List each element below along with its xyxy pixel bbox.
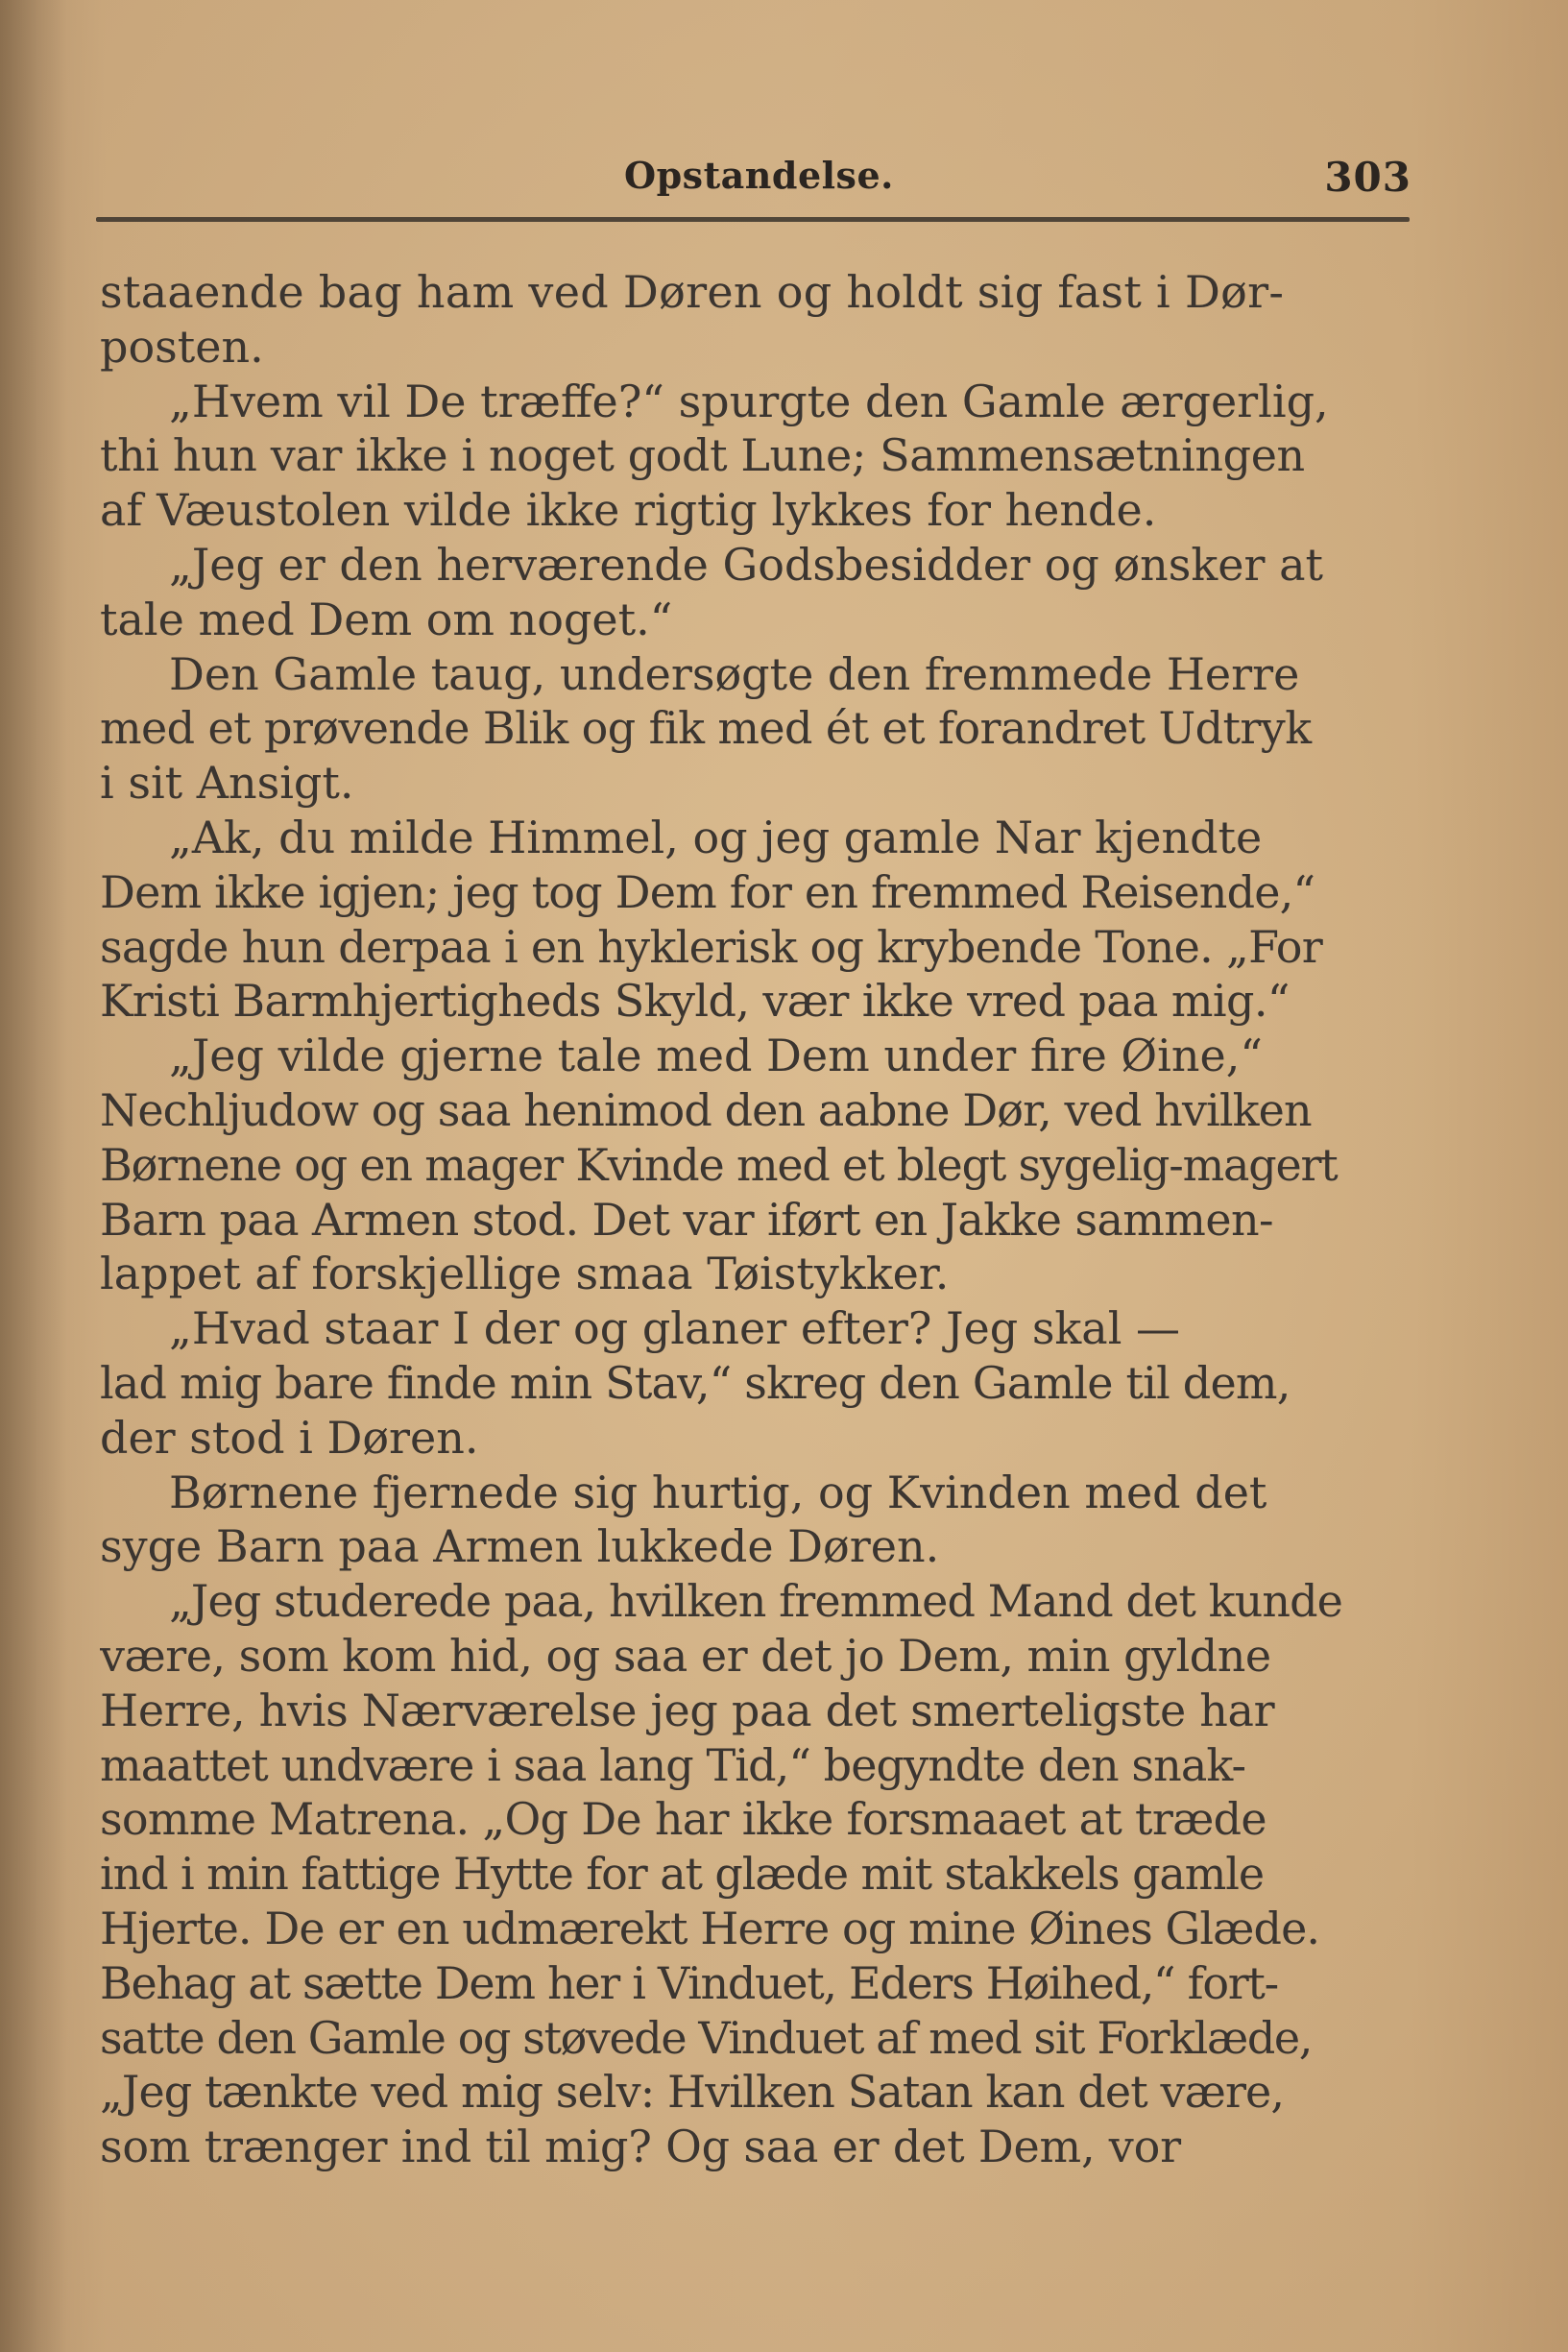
text-line: thi hun var ikke i noget godt Lune; Sammensætningen [100,429,1305,482]
text-line: som trænger ind til mig? Og saa er det Dem, vor [100,2121,1181,2173]
text-line: „Jeg vilde gjerne tale med Dem under fire Øine,“ [169,1030,1263,1082]
text-line: af Væustolen vilde ikke rigtig lykkes for hende. [100,484,1157,537]
body-text [100,265,1411,2174]
text-line: Kristi Barmhjertigheds Skyld, vær ikke vred paa mig.“ [100,975,1290,1028]
text-line: „Hvad staar I der og glaner efter? Jeg skal — [169,1302,1181,1355]
text-line: i sit Ansigt. [100,757,354,810]
text-line: posten. [100,320,264,373]
text-line: satte den Gamle og støvede Vinduet af med sit Forklæde, [100,2011,1312,2064]
text-line: Børnene fjernede sig hurtig, og Kvinden med det [169,1466,1267,1518]
text-line: „Jeg er den herværende Godsbesidder og ønsker at [169,538,1324,591]
page-number: 303 [1324,154,1411,201]
text-line: staaende bag ham ved Døren og holdt sig fast i Dør- [100,266,1285,318]
text-line: lad mig bare finde min Stav,“ skreg den Gamle til dem, [100,1356,1291,1409]
text-line: ind i min fattige Hytte for at glæde mit stakkels gamle [100,1848,1265,1901]
text-line: sagde hun derpaa i en hyklerisk og krybende Tone. „For [100,920,1323,973]
text-line: Barn paa Armen stod. Det var iført en Jakke sammen- [100,1193,1273,1246]
text-line: lappet af forskjellige smaa Tøistykker. [100,1248,950,1300]
text-line: „Jeg studerede paa, hvilken fremmed Mand det kunde [169,1575,1342,1628]
text-line: med et prøvende Blik og fik med ét et forandret Udtryk [100,702,1312,755]
text-line: Behag at sætte Dem her i Vinduet, Eders Høihed,“ fort- [100,1956,1278,2009]
text-line: være, som kom hid, og saa er det jo Dem, min gyldne [100,1629,1271,1682]
text-line: Dem ikke igjen; jeg tog Dem for en fremmed Reisende,“ [100,865,1315,918]
page-header [96,144,1411,202]
text-line: syge Barn paa Armen lukkede Døren. [100,1520,940,1573]
text-line: Den Gamle taug, undersøgte den fremmede Herre [169,647,1300,700]
text-line: Børnene og en mager Kvinde med et blegt sygelig-magert [100,1138,1338,1191]
text-line: maattet undvære i saa lang Tid,“ begyndte den snak- [100,1738,1246,1791]
text-line: tale med Dem om noget.“ [100,593,673,645]
text-line: „Jeg tænkte ved mig selv: Hvilken Satan kan det være, [100,2066,1285,2119]
text-line: Hjerte. De er en udmærekt Herre og mine Øines Glæde. [100,1902,1320,1954]
running-title: Opstandelse. [624,154,894,197]
binding-shadow [0,0,67,2352]
text-line: der stod i Døren. [100,1411,479,1464]
text-line: „Hvem vil De træffe?“ spurgte den Gamle ærgerlig, [169,375,1329,427]
text-line: Nechljudow og saa henimod den aabne Dør, ved hvilken [100,1083,1312,1136]
text-line: „Ak, du milde Himmel, og jeg gamle Nar kjendte [169,811,1263,863]
text-line: somme Matrena. „Og De har ikke forsmaaet at træde [100,1793,1266,1846]
header-rule [96,217,1410,222]
text-line: Herre, hvis Nærværelse jeg paa det smerteligste har [100,1684,1275,1736]
